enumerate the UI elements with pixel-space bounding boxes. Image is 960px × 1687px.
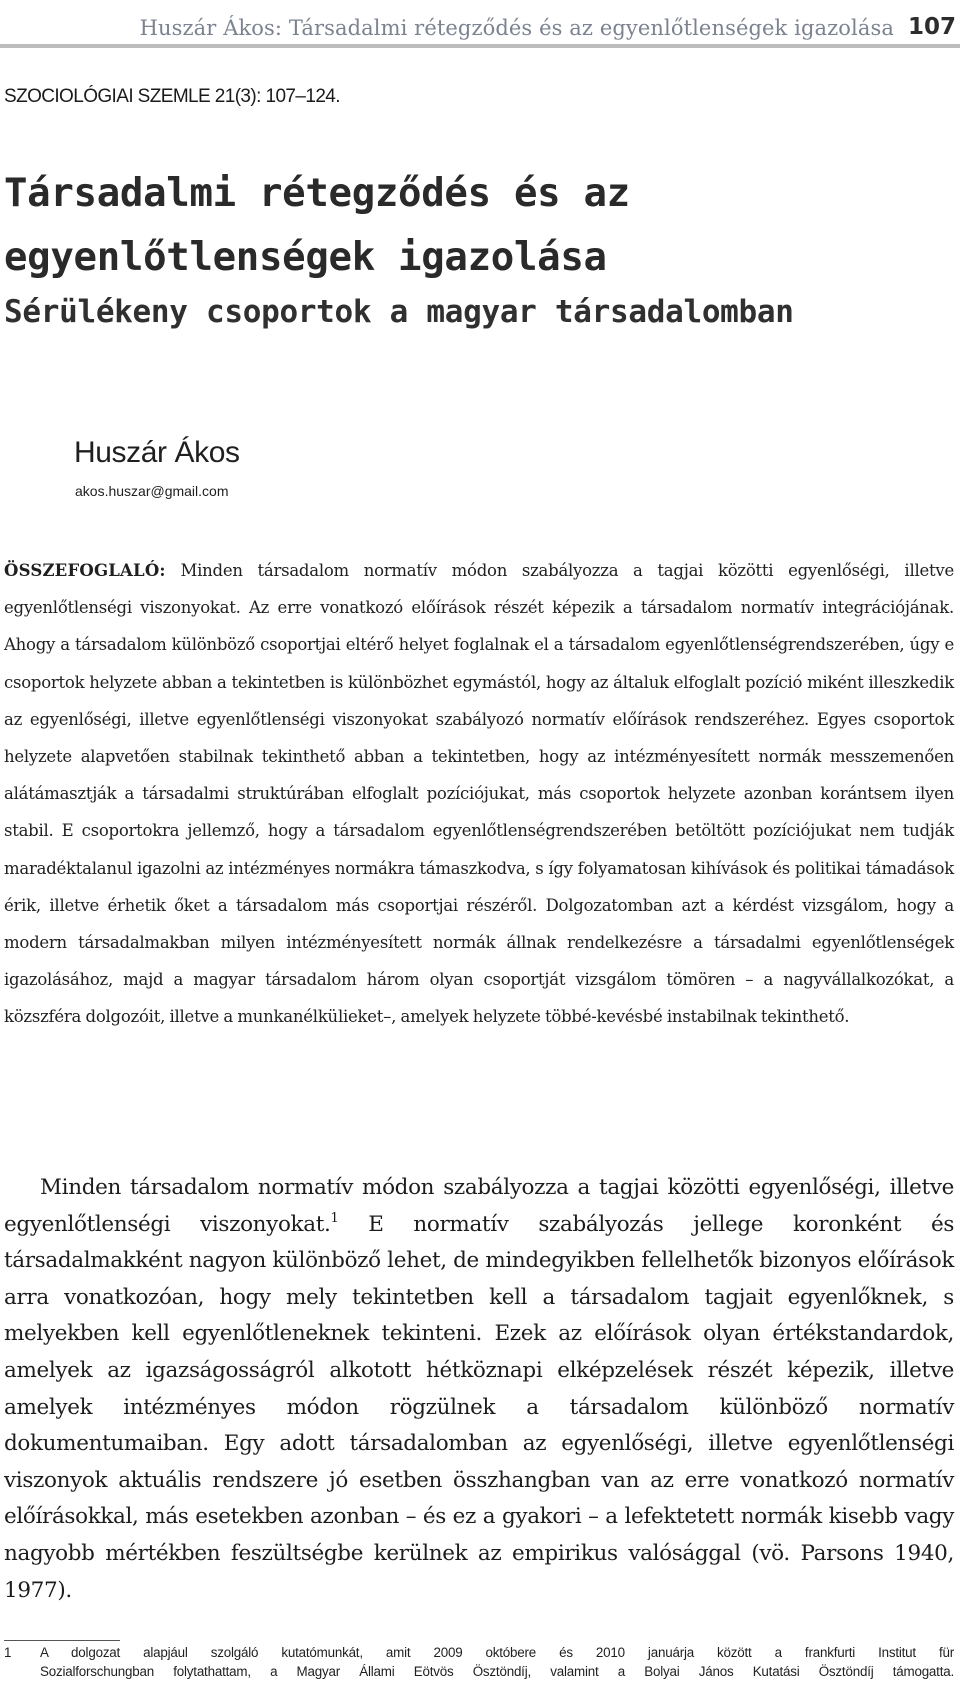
- header-divider: [0, 44, 960, 48]
- journal-reference: SZOCIOLÓGIAI SZEMLE 21(3): 107–124.: [4, 86, 340, 107]
- body-text-part-1: Minden társadalom normatív módon szabályozza a tagjai közötti egyenlőségi, illetve egyenlőtlenségi viszonyokat.: [4, 1175, 954, 1237]
- abstract-text: Minden társadalom normatív módon szabályozza a tagjai közötti egyenlőségi, illetve egyenlőtlenségi viszonyokat. Az erre vonatkozó előírások részét képezik a társadalom normatív integrációjának. Ahogy a társadalom különböző csoportjai eltérő helyet foglalnak el a társadalom egyenlőtlenségrendszerében, úgy e csoportok helyzete abban a tekintetben is különbözhet egymástól, hogy az általuk elfoglalt pozíció miként illeszkedik az egyenlőségi, illetve egyenlőtlenségi viszonyokat szabályozó normatív előírások rendszeréhez. Egyes csoportok helyzete alapvetően stabilnak tekinthető abban a tekintetben, hogy az intézményesített normák messzemenően alátámasztják a társadalmi struktúrában elfoglalt pozíciójukat, más csoportok helyzete azonban korántsem ilyen stabil. E csoportokra jellemző, hogy a társadalom egyenlőtlenségrendszerében betöltött pozíciójukat nem tudják maradéktalanul igazolni az intézményes normákra támaszkodva, s így folyamatosan kihívások és politikai támadások érik, illetve érhetik őket a társadalom más csoportjai részéről. Dolgozatomban azt a kérdést vizsgálom, hogy a modern társadalmakban milyen intézményesített normák állnak rendelkezésre a társadalmi egyenlőtlenségek igazolásához, majd a magyar társadalom három olyan csoportját vizsgálom tömören – a nagyvállalkozókat, a közszféra dolgozóit, illetve a munkanélkülieket–, amelyek helyzete többé-kevésbé instabilnak tekinthető.: [4, 561, 954, 1027]
- article-title-line-2: egyenlőtlenségek igazolása: [4, 235, 607, 280]
- footnote: [4, 1643, 954, 1681]
- footnote-number: 1: [4, 1645, 12, 1660]
- running-head: [0, 0, 960, 40]
- footnote-line-1: A dolgozat alapjául szolgáló kutatómunkát, amit 2009 októbere és 2010 januárja között a frankfurti Institut für: [40, 1645, 954, 1660]
- author-email[interactable]: akos.huszar@gmail.com: [75, 483, 229, 499]
- footnote-reference[interactable]: 1: [330, 1210, 339, 1226]
- body-text-part-2: E normatív szabályozás jellege koronként és társadalmakként nagyon különböző lehet, de mindegyikben fellelhetők bizonyos előírások arra vonatkozóan, hogy mely tekintetben kell a társadalom tagjait egyenlőknek, s melyekben kell egyenlőtleneknek tekinteni. Ezek az előírások olyan értékstandardok, amelyek az igazságosságról alkotott hétköznapi elképzelések részét képezik, illetve amelyek intézményes módon rögzülnek a társadalom különböző normatív dokumentumaiban. Egy adott társadalomban az egyenlőségi, illetve egyenlőtlenségi viszonyok aktuális rendszere jó esetben összhangban van az erre vonatkozó normatív előírásokkal, más esetekben azonban – és ez a gyakori – a lefektetett normák kisebb vagy nagyobb mértékben feszültségbe kerülnek az empirikus valósággal (vö. Parsons 1940, 1977).: [4, 1211, 955, 1603]
- abstract-label: ÖSSZEFOGLALÓ:: [4, 561, 166, 580]
- footnote-divider: [4, 1640, 120, 1641]
- body-paragraph: [4, 1170, 954, 1609]
- page-number: 107: [907, 14, 956, 40]
- article-title-line-1: Társadalmi rétegződés és az: [4, 171, 630, 216]
- footnote-line-2: Sozialforschungban folytathattam, a Magyar Állami Eötvös Ösztöndíj, valamint a Bolyai János Kutatási Ösztöndíj támogatta.: [40, 1664, 954, 1679]
- author-name: Huszár Ákos: [74, 436, 240, 469]
- running-head-title: Huszár Ákos: Társadalmi rétegződés és az egyenlőtlenségek igazolása: [139, 16, 894, 40]
- article-title: [4, 162, 924, 290]
- abstract: [4, 552, 954, 1036]
- article-subtitle: Sérülékeny csoportok a magyar társadalomban: [4, 294, 794, 330]
